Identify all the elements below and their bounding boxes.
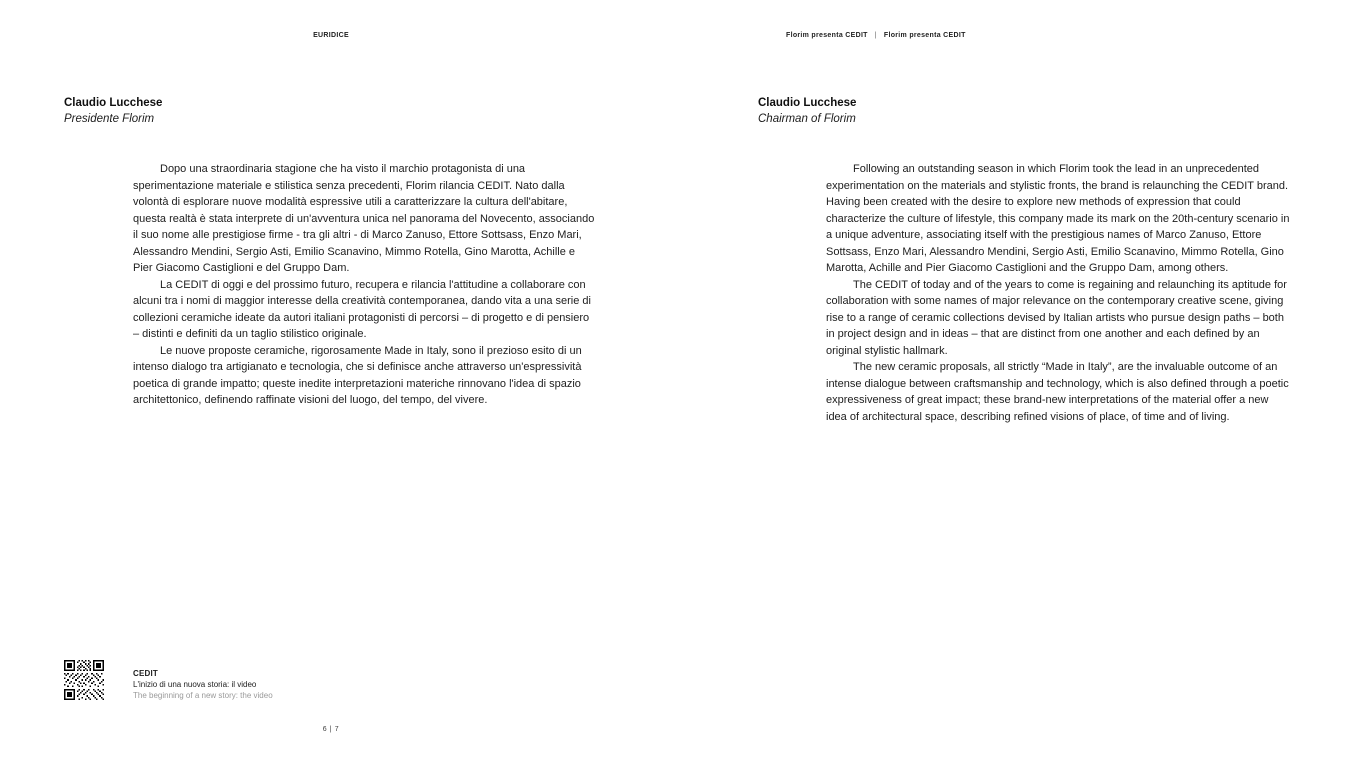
body-text-italian — [133, 161, 597, 409]
paragraph: Following an outstanding season in which Florim took the lead in an unprecedented experimentation on the materials and stylistic fronts, the brand is relaunching the CEDIT brand. Having been created with the desire to explore new methods of expression that could characterize the culture of lifestyle, this company made its mark on the 20th-century scenario in a unique adventure, associating itself with the prestigious names of Marco Zanuso, Ettore Sottsass, Enzo Mari, Alessandro Mendini, Sergio Asti, Emilio Scanavino, Mimmo Rotella, Gino Marotta, Achille and Pier Giacomo Castiglioni and the Gruppo Dam, among others. — [826, 163, 1290, 274]
running-head-separator: | — [874, 32, 877, 39]
caption-line-english: The beginning of a new story: the video — [133, 691, 273, 700]
page-number: 6 | 7 — [322, 726, 340, 733]
paragraph: The CEDIT of today and of the years to come is regaining and relaunching its aptitude for collaboration with some names of major relevance on the contemporary creative scene, giving rise to a range of ceramic collections devised by Italian artists who pursue design paths – both in project design and in ideas – that are distinct from one another and each defined by an original stylistic hallmark. — [826, 278, 1287, 357]
paragraph: La CEDIT di oggi e del prossimo futuro, recupera e rilancia l'attitudine a collaborare con alcuni tra i nomi di maggior interesse della creatività contemporanea, dando vita a una serie di collezioni ceramiche ideate da autori italiani protagonisti di percorsi – di progetto e di pensiero – distinti e definiti da un taglio stilistico originale. — [133, 278, 591, 340]
paragraph: Le nuove proposte ceramiche, rigorosamente Made in Italy, sono il prezioso esito di un intenso dialogo tra artigianato e tecnologia, che si definisce anche attraverso un'espressività poetica di grande impatto; queste inedite interpretazioni materiche rinnovano l'idea di spazio architettonico, definendo raffinate visioni del luogo, del tempo, del vivere. — [133, 344, 582, 406]
running-head-segment: Florim presenta CEDIT — [786, 32, 868, 39]
author-name: Claudio Lucchese — [64, 97, 163, 109]
qr-code — [64, 660, 104, 700]
video-caption — [133, 668, 273, 701]
paragraph: Dopo una straordinaria stagione che ha visto il marchio protagonista di una sperimentazione materiale e stilistica senza precedenti, Florim rilancia CEDIT. Nato dalla volontà di esplorare nuove modalità espressive utili a caratterizzare la cultura dell'abitare, questa realtà è stata interprete di un'avventura unica nel panorama del Novecento, associando il suo nome alle prestigiose firme - tra gli altri - di Marco Zanuso, Ettore Sottsass, Enzo Mari, Alessandro Mendini, Sergio Asti, Emilio Scanavino, Mimmo Rotella, Gino Marotta, Achille e Pier Giacomo Castiglioni e del Gruppo Dam. — [133, 163, 595, 274]
caption-title: CEDIT — [133, 669, 158, 678]
running-head-euridice: EURIDICE — [313, 32, 349, 39]
author-block-english — [758, 95, 856, 127]
author-role: Chairman of Florim — [758, 113, 856, 125]
paragraph: The new ceramic proposals, all strictly “Made in Italy”, are the invaluable outcome of an intense dialogue between craftsmanship and technology, which is also defined through a poetic expressiveness of great impact; these brand-new interpretations of the material offer a new idea of architectural space, describing refined visions of place, of time and of living. — [826, 361, 1289, 423]
author-block-italian — [64, 95, 162, 127]
author-name: Claudio Lucchese — [758, 97, 857, 109]
running-head-segment: Florim presenta CEDIT — [883, 32, 966, 39]
running-head-florim — [786, 32, 966, 39]
author-role: Presidente Florim — [64, 113, 155, 125]
caption-line-italian: L'inizio di una nuova storia: il video — [133, 680, 257, 689]
body-text-english — [826, 161, 1292, 425]
